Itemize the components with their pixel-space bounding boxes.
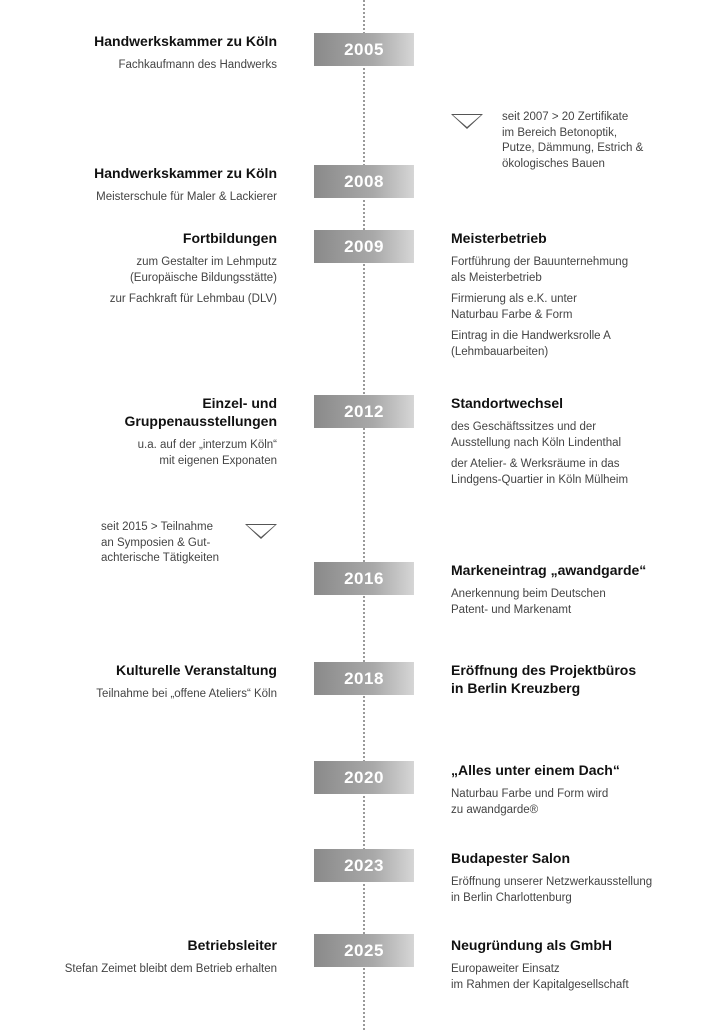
entry-text: Naturbau Farbe und Form wird zu awandgarde®	[451, 788, 609, 816]
entry-text: Fachkaufmann des Handwerks	[118, 59, 277, 71]
note-2015: seit 2015 > Teilnahme an Symposien & Gut- achterische Tätigkeiten	[101, 521, 220, 564]
entry-text: Eröffnung unserer Netzwerkausstellung in Berlin Charlottenburg	[451, 876, 653, 904]
year-badge-2016: 2016	[314, 562, 414, 595]
entry-title: Meisterbetrieb	[451, 230, 547, 246]
entry-2009-right	[451, 229, 628, 360]
entry-title: Handwerkskammer zu Köln	[94, 33, 277, 49]
entry-text: zum Gestalter im Lehmputz (Europäische Bildungsstätte)	[129, 256, 277, 284]
entry-title: Betriebsleiter	[187, 937, 277, 953]
year-badge-2005: 2005	[314, 33, 414, 66]
entry-2018-right	[451, 661, 636, 697]
entry-2008-left	[94, 164, 277, 206]
note-2007: seit 2007 > 20 Zertifikate im Bereich Betonoptik, Putze, Dämmung, Estrich & ökologisches Bauen	[502, 111, 644, 170]
entry-title: Handwerkskammer zu Köln	[94, 165, 277, 181]
entry-title: Fortbildungen	[182, 230, 277, 246]
entry-text: Firmierung als e.K. unter Naturbau Farbe & Form	[451, 293, 577, 321]
entry-2009-left	[110, 229, 277, 308]
entry-2025-left	[65, 936, 277, 978]
entry-2023-right	[451, 849, 652, 906]
entry-2025-right	[451, 936, 629, 993]
entry-text: Meisterschule für Maler & Lackierer	[96, 191, 277, 203]
year-badge-2009: 2009	[314, 230, 414, 263]
entry-title: Eröffnung des Projektbüros in Berlin Kreuzberg	[451, 662, 637, 696]
year-badge-2020: 2020	[314, 761, 414, 794]
entry-text: Europaweiter Einsatz im Rahmen der Kapitalgesellschaft	[451, 963, 629, 991]
entry-text: Teilnahme bei „offene Ateliers“ Köln	[96, 688, 277, 700]
entry-text: Eintrag in die Handwerksrolle A (Lehmbauarbeiten)	[451, 330, 611, 358]
year-badge-2012: 2012	[314, 395, 414, 428]
entry-text: Stefan Zeimet bleibt dem Betrieb erhalten	[64, 963, 277, 975]
year-badge-2008: 2008	[314, 165, 414, 198]
entry-2012-right	[451, 394, 628, 488]
entry-text: u.a. auf der „interzum Köln“ mit eigenen Exponaten	[137, 439, 277, 467]
entry-text: des Geschäftssitzes und der Ausstellung nach Köln Lindenthal	[451, 421, 622, 449]
entry-title: Markeneintrag „awandgarde“	[451, 562, 647, 578]
entry-title: Standortwechsel	[451, 395, 564, 411]
triangle-marker-icon	[451, 114, 483, 129]
entry-2012-left	[125, 394, 277, 469]
entry-2005-left	[94, 32, 277, 74]
entry-title: Neugründung als GmbH	[451, 937, 612, 953]
entry-2020-right	[451, 761, 620, 818]
year-badge-2018: 2018	[314, 662, 414, 695]
entry-title: Einzel- und Gruppenausstellungen	[124, 395, 277, 429]
entry-title: Budapester Salon	[451, 850, 571, 866]
entry-title: Kulturelle Veranstaltung	[115, 662, 277, 678]
triangle-marker-icon	[245, 524, 277, 539]
entry-text: Fortführung der Bauunternehmung als Meisterbetrieb	[451, 256, 629, 284]
entry-text: der Atelier- & Werksräume in das Lindgens-Quartier in Köln Mülheim	[451, 458, 629, 486]
entry-2016-right	[451, 561, 646, 618]
entry-text: zur Fachkraft für Lehmbau (DLV)	[109, 293, 277, 305]
entry-text: Anerkennung beim Deutschen Patent- und Markenamt	[451, 588, 606, 616]
year-badge-2025: 2025	[314, 934, 414, 967]
entry-2018-left	[96, 661, 277, 703]
year-badge-2023: 2023	[314, 849, 414, 882]
entry-title: „Alles unter einem Dach“	[451, 762, 620, 778]
